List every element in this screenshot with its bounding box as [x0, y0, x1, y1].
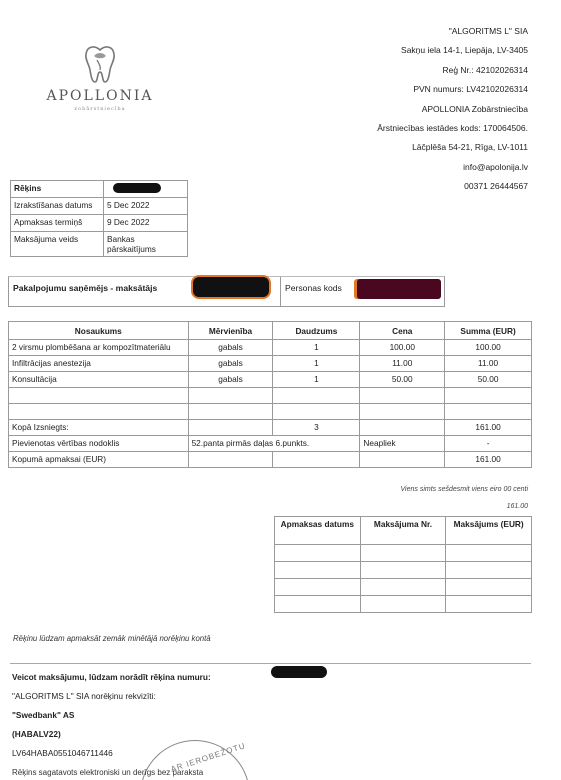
company-logo	[40, 44, 160, 112]
footer-note: Rēķins sagatavots elektroniski un derīgs bez paraksta	[12, 768, 204, 777]
empty-cell	[446, 545, 532, 562]
empty-cell	[446, 596, 532, 613]
logo-name: APOLLONIA	[46, 88, 154, 104]
personal-code-label: Personas kods	[285, 283, 342, 293]
redaction-mark	[113, 183, 161, 193]
table-row	[9, 452, 532, 468]
clinic-name: APOLLONIA Zobārstniecība	[421, 103, 528, 114]
table-row	[11, 198, 188, 215]
table-row	[9, 356, 532, 372]
bank-requisites-label: "ALGORITMS L" SIA norēķinu rekvizīti:	[12, 691, 156, 701]
table-row	[275, 579, 532, 596]
item-name: Konsultācija	[9, 372, 189, 388]
empty-cell	[273, 452, 360, 468]
empty-cell	[273, 404, 360, 420]
payment-note: Rēķinu lūdzam apmaksāt zemāk minētājā norēķinu kontā	[13, 634, 211, 643]
table-row	[9, 340, 532, 356]
item-name: 2 virsmu plombēšana ar kompozītmateriālu	[9, 340, 189, 356]
table-row	[275, 562, 532, 579]
column-header: Cena	[360, 322, 445, 340]
amount-in-words: Viens simts sešdesmit viens eiro 00 centi	[400, 486, 528, 493]
empty-cell	[360, 596, 446, 613]
item-unit: gabals	[188, 372, 273, 388]
total-qty: 3	[273, 420, 360, 436]
bank-swift: (HABALV22)	[12, 729, 61, 739]
divider	[10, 663, 531, 664]
item-qty: 1	[273, 372, 360, 388]
empty-cell	[188, 420, 273, 436]
empty-cell	[360, 388, 445, 404]
column-header: Mērvienība	[188, 322, 273, 340]
payment-method-label: Maksājuma veids	[11, 232, 104, 257]
redaction-mark	[193, 277, 269, 297]
empty-cell	[9, 404, 189, 420]
stamp-text: AR IEROBEŽOTU	[169, 741, 247, 774]
total-issued-label: Kopā Izsniegts:	[9, 420, 189, 436]
table-header-row	[275, 517, 532, 545]
empty-cell	[275, 579, 361, 596]
total-sum: 161.00	[445, 420, 532, 436]
grand-total-sum: 161.00	[445, 452, 532, 468]
table-row	[275, 596, 532, 613]
tooth-icon	[83, 44, 117, 84]
payments-table	[274, 516, 532, 613]
empty-cell	[445, 404, 532, 420]
empty-cell	[360, 579, 446, 596]
issue-date-label: Izrakstīšanas datums	[11, 198, 104, 215]
company-phone: 00371 26444567	[464, 181, 528, 192]
company-vat-number: PVN numurs: LV42102026314	[413, 84, 528, 95]
clinic-address: Lāčplēša 54-21, Rīga, LV-1011	[412, 142, 528, 153]
table-row	[11, 181, 188, 198]
empty-cell	[188, 388, 273, 404]
vat-basis: 52.panta pirmās daļas 6.punkts.	[188, 436, 360, 452]
column-header: Maksājuma Nr.	[360, 517, 446, 545]
payer-label: Pakalpojumu saņēmējs - maksātājs	[13, 283, 158, 293]
company-email: info@apolonija.lv	[463, 161, 528, 172]
item-unit: gabals	[188, 340, 273, 356]
invoice-label: Rēķins	[11, 181, 104, 198]
item-sum: 11.00	[445, 356, 532, 372]
table-row	[11, 215, 188, 232]
vat-status: Neapliek	[360, 436, 445, 452]
company-details	[377, 22, 528, 197]
redaction-mark	[357, 279, 441, 299]
item-name: Infiltrācijas anestezija	[9, 356, 189, 372]
column-header: Summa (EUR)	[445, 322, 532, 340]
due-date-value: 9 Dec 2022	[104, 215, 188, 232]
empty-cell	[275, 596, 361, 613]
column-header: Daudzums	[273, 322, 360, 340]
company-name: "ALGORITMS L" SIA	[448, 26, 528, 36]
empty-cell	[188, 404, 273, 420]
table-header-row	[9, 322, 532, 340]
divider	[280, 277, 281, 306]
table-row	[9, 404, 532, 420]
empty-cell	[360, 562, 446, 579]
table-row	[9, 420, 532, 436]
empty-cell	[275, 545, 361, 562]
vat-sum: -	[445, 436, 532, 452]
empty-cell	[446, 579, 532, 596]
item-qty: 1	[273, 340, 360, 356]
redaction-mark	[271, 666, 327, 678]
item-qty: 1	[273, 356, 360, 372]
empty-cell	[446, 562, 532, 579]
empty-cell	[188, 452, 273, 468]
invoice-info-table	[10, 180, 188, 257]
column-header: Nosaukums	[9, 322, 189, 340]
empty-cell	[360, 452, 445, 468]
clinic-code: Ārstniecības iestādes kods: 170064506.	[377, 123, 528, 134]
empty-cell	[9, 388, 189, 404]
empty-cell	[360, 545, 446, 562]
column-header: Maksājums (EUR)	[446, 517, 532, 545]
payment-instruction: Veicot maksājumu, lūdzam norādīt rēķina numuru:	[12, 672, 211, 682]
items-table	[8, 321, 532, 468]
table-row	[9, 436, 532, 452]
due-date-label: Apmaksas termiņš	[11, 215, 104, 232]
item-unit: gabals	[188, 356, 273, 372]
item-sum: 50.00	[445, 372, 532, 388]
empty-cell	[273, 388, 360, 404]
amount-total: 161.00	[506, 503, 528, 510]
item-price: 50.00	[360, 372, 445, 388]
bank-name: "Swedbank" AS	[12, 710, 75, 720]
empty-cell	[275, 562, 361, 579]
bank-account: LV64HABA0551046711446	[12, 748, 113, 758]
empty-cell	[360, 420, 445, 436]
table-row	[9, 372, 532, 388]
table-row	[9, 388, 532, 404]
table-row	[11, 232, 188, 257]
vat-label: Pievienotas vērtības nodoklis	[9, 436, 189, 452]
issue-date-value: 5 Dec 2022	[104, 198, 188, 215]
payment-method-value: Bankas pārskaitījums	[104, 232, 188, 257]
grand-total-label: Kopumā apmaksai (EUR)	[9, 452, 189, 468]
column-header: Apmaksas datums	[275, 517, 361, 545]
logo-subtitle: zobārstniecība	[74, 106, 126, 112]
empty-cell	[360, 404, 445, 420]
invoice-number	[104, 181, 188, 198]
item-price: 11.00	[360, 356, 445, 372]
company-address: Sakņu iela 14-1, Liepāja, LV-3405	[401, 45, 528, 56]
company-reg-number: Reģ Nr.: 42102026314	[442, 64, 528, 75]
payer-box	[8, 276, 445, 307]
table-row	[275, 545, 532, 562]
item-sum: 100.00	[445, 340, 532, 356]
item-price: 100.00	[360, 340, 445, 356]
empty-cell	[445, 388, 532, 404]
